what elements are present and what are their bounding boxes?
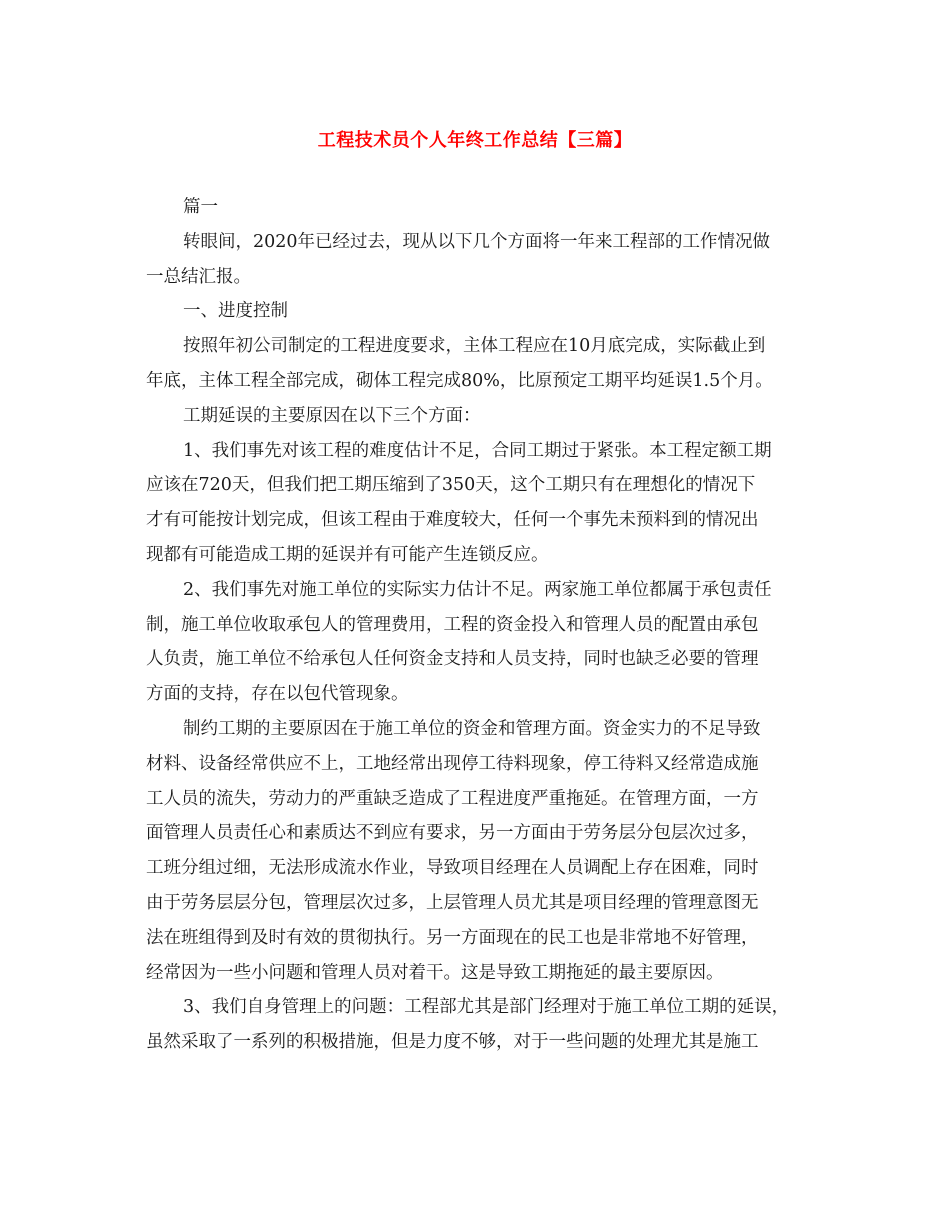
paragraph-line: 按照年初公司制定的工程进度要求，主体工程应在10月底完成，实际截止到 — [183, 336, 766, 357]
paragraph-line: 现都有可能造成工期的延误并有可能产生连锁反应。 — [146, 544, 549, 565]
paragraph-line: 经常因为一些小问题和管理人员对着干。这是导致工期拖延的最主要原因。 — [146, 962, 724, 983]
paragraph-line: 篇一 — [183, 197, 218, 217]
paragraph-line: 虽然采取了一系列的积极措施，但是力度不够，对于一些问题的处理尤其是施工 — [146, 1032, 759, 1053]
paragraph-line: 才有可能按计划完成，但该工程由于难度较大，任何一个事先未预料到的情况出 — [146, 510, 759, 531]
paragraph-line: 由于劳务层层分包，管理层次过多，上层管理人员尤其是项目经理的管理意图无 — [146, 892, 759, 913]
document-body — [146, 190, 816, 1060]
paragraph-line: 工期延误的主要原因在以下三个方面： — [183, 405, 481, 426]
paragraph-line: 转眼间，2020年已经过去，现从以下几个方面将一年来工程部的工作情况做 — [183, 231, 771, 252]
paragraph-line: 应该在720天，但我们把工期压缩到了350天，这个工期只有在理想化的情况下 — [146, 475, 756, 496]
paragraph-line: 面管理人员责任心和素质达不到应有要求，另一方面由于劳务层分包层次过多， — [146, 823, 759, 844]
paragraph-line: 材料、设备经常供应不上，工地经常出现停工待料现象，停工待料又经常造成施 — [146, 753, 759, 774]
paragraph-line: 1、我们事先对该工程的难度估计不足，合同工期过于紧张。本工程定额工期 — [183, 440, 772, 461]
paragraph-line: 法在班组得到及时有效的贯彻执行。另一方面现在的民工也是非常地不好管理， — [146, 927, 759, 948]
paragraph-line: 制约工期的主要原因在于施工单位的资金和管理方面。资金实力的不足导致 — [183, 718, 761, 739]
paragraph-line: 一、进度控制 — [183, 301, 288, 322]
paragraph-line: 3、我们自身管理上的问题：工程部尤其是部门经理对于施工单位工期的延误， — [183, 997, 790, 1018]
paragraph-line: 一总结汇报。 — [146, 266, 251, 287]
paragraph-line: 制，施工单位收取承包人的管理费用，工程的资金投入和管理人员的配置由承包 — [146, 614, 759, 635]
paragraph-line: 工班分组过细，无法形成流水作业，导致项目经理在人员调配上存在困难，同时 — [146, 858, 759, 879]
paragraph-line: 人负责，施工单位不给承包人任何资金支持和人员支持，同时也缺乏必要的管理 — [146, 649, 759, 670]
document-title: 工程技术员个人年终工作总结【三篇】 — [317, 130, 633, 151]
paragraph-line: 工人员的流失，劳动力的严重缺乏造成了工程进度严重拖延。在管理方面，一方 — [146, 788, 759, 809]
paragraph-line: 方面的支持，存在以包代管现象。 — [146, 684, 409, 705]
paragraph-line: 2、我们事先对施工单位的实际实力估计不足。两家施工单位都属于承包责任 — [183, 579, 772, 600]
paragraph-line: 年底，主体工程全部完成，砌体工程完成80%，比原预定工期平均延误1.5个月。 — [146, 370, 773, 391]
